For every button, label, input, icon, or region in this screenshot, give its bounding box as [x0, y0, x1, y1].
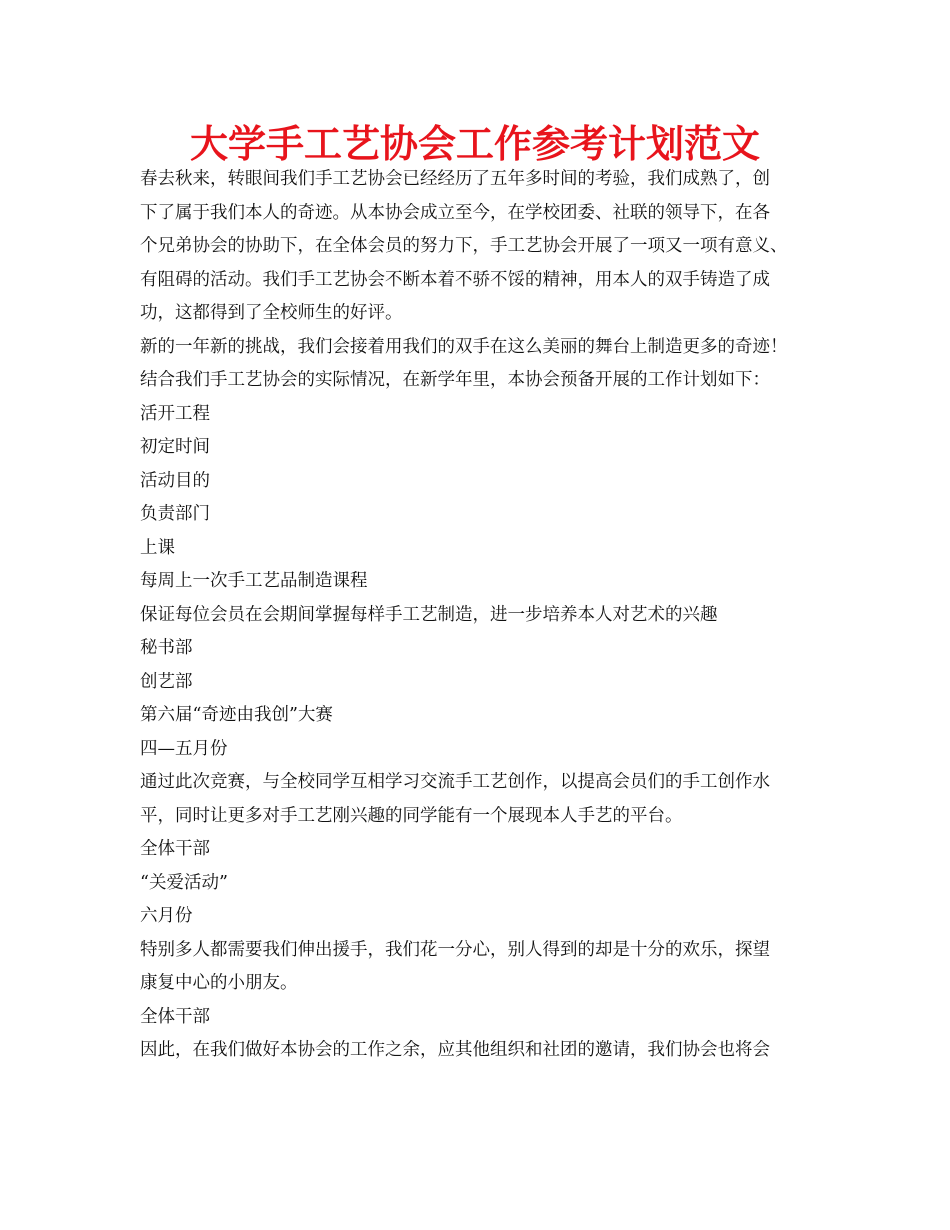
table-cell-line: 每周上一次手工艺品制造课程 — [140, 571, 368, 591]
table-cell-line: 保证每位会员在会期间掌握每样手工艺制造，进一步培养本人对艺术的兴趣 — [140, 604, 718, 625]
table-cell-line: 活开工程 — [140, 403, 210, 424]
table-cell-line: 活动目的 — [140, 470, 210, 491]
table-cell-line: 上课 — [140, 537, 175, 558]
paragraph-line: 结合我们手工艺协会的实际情况，在新学年里，本协会预备开展的工作计划如下： — [140, 370, 770, 390]
table-cell-line: 秘书部 — [140, 638, 193, 658]
document-body — [140, 163, 820, 1068]
paragraph-line: 下了属于我们本人的奇迹。从本协会成立至今，在学校团委、社联的领导下，在各 — [140, 202, 770, 223]
paragraph-line: 新的一年新的挑战，我们会接着用我们的双手在这么美丽的舞台上制造更多的奇迹！ — [140, 336, 788, 357]
table-cell-line: 六月份 — [140, 906, 193, 926]
table-cell-line: 负责部门 — [140, 504, 210, 524]
table-cell-line: 四—五月份 — [140, 738, 228, 759]
table-cell-line: 特别多人都需要我们伸出援手，我们花一分心，别人得到的却是十分的欢乐，探望 — [140, 939, 770, 960]
table-cell-line: 通过此次竞赛，与全校同学互相学习交流手工艺创作，以提高会员们的手工创作水 — [140, 772, 770, 792]
table-cell-line: 第六届“奇迹由我创”大赛 — [140, 705, 333, 725]
paragraph-line: 功，这都得到了全校师生的好评。 — [140, 303, 403, 323]
table-cell-line: 初定时间 — [140, 437, 210, 457]
table-cell-line: 全体干部 — [140, 839, 210, 859]
table-cell-line: 平，同时让更多对手工艺刚兴趣的同学能有一个展现本人手艺的平台。 — [140, 805, 683, 826]
table-cell-line: 全体干部 — [140, 1006, 210, 1027]
paragraph-line: 有阻碍的活动。我们手工艺协会不断本着不骄不馁的精神，用本人的双手铸造了成 — [140, 269, 770, 290]
paragraph-line: 个兄弟协会的协助下，在全体会员的努力下，手工艺协会开展了一项又一项有意义、 — [140, 236, 788, 256]
document-title: 大学手工艺协会工作参考计划范文 — [189, 122, 760, 166]
table-cell-line: “关爱活动” — [140, 872, 228, 893]
table-cell-line: 创艺部 — [140, 671, 193, 692]
paragraph-line: 春去秋来，转眼间我们手工艺协会已经经历了五年多时间的考验，我们成熟了，创 — [140, 169, 770, 189]
paragraph-line: 因此，在我们做好本协会的工作之余，应其他组织和社团的邀请，我们协会也将会 — [140, 1040, 770, 1060]
table-cell-line: 康复中心的小朋友。 — [140, 973, 298, 993]
